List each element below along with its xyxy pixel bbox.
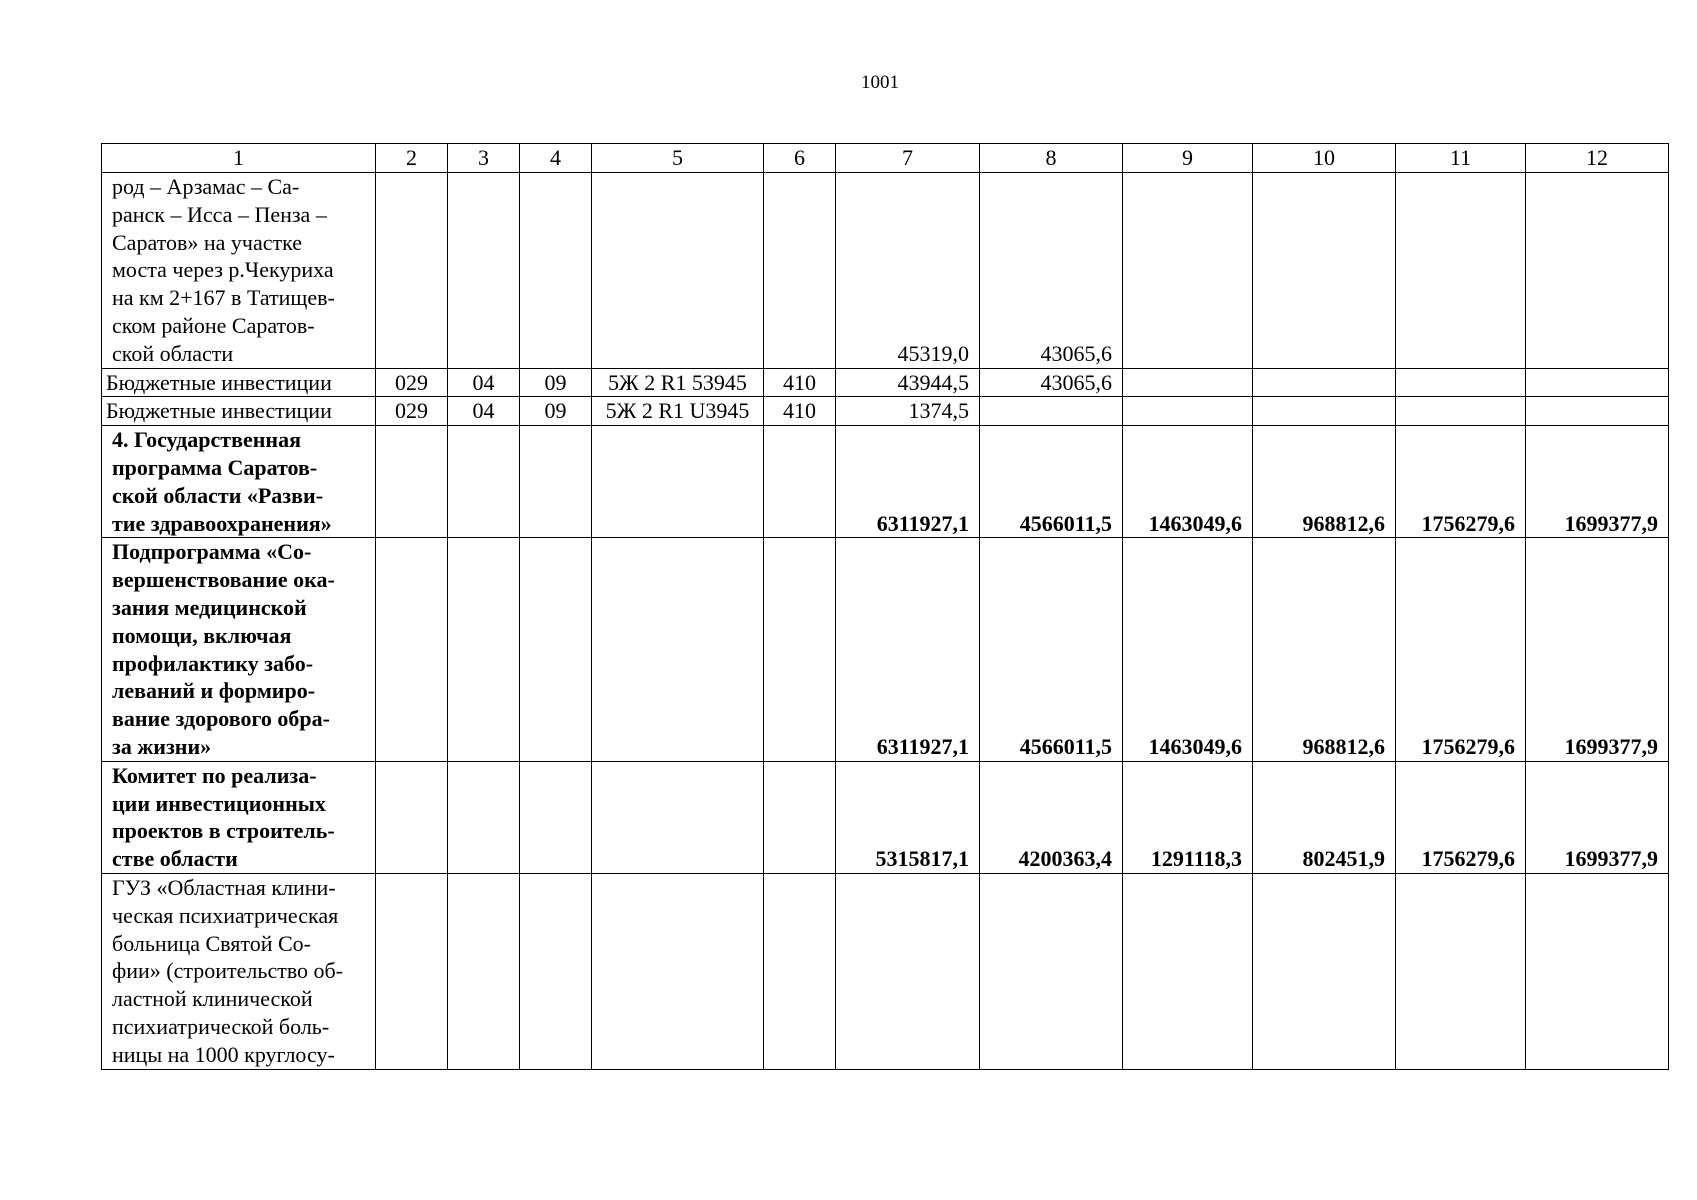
amount-col8 (980, 873, 1123, 1069)
row-name-line: проектов в строитель- (112, 818, 335, 844)
table-row (102, 173, 1669, 369)
column-header: 6 (764, 144, 836, 173)
row-name-line: тие здравоохранения» (112, 510, 332, 536)
amount-col9 (1123, 173, 1253, 369)
amount-col7: 45319,0 (836, 173, 980, 369)
target-article-cell (592, 761, 764, 873)
column-header: 7 (836, 144, 980, 173)
subsection-code-cell: 09 (520, 368, 592, 397)
subsection-code-cell (520, 873, 592, 1069)
amount-col12 (1526, 873, 1669, 1069)
table-row (102, 761, 1669, 873)
row-name-line: за жизни» (112, 733, 212, 759)
amount-col8: 43065,6 (980, 173, 1123, 369)
amount-col7: 5315817,1 (836, 761, 980, 873)
section-code-cell: 04 (448, 368, 520, 397)
expense-type-cell: 410 (764, 368, 836, 397)
amount-col9 (1123, 873, 1253, 1069)
amount-col10 (1253, 173, 1396, 369)
ministry-code-cell: 029 (376, 368, 448, 397)
subsection-code-cell (520, 173, 592, 369)
column-header: 8 (980, 144, 1123, 173)
row-name-line: ранск – Исса – Пенза – (112, 201, 327, 227)
row-name-line: фии» (строительство об- (112, 958, 344, 984)
row-name-line: ГУЗ «Областная клини- (112, 874, 336, 900)
amount-col11 (1396, 368, 1526, 397)
amount-col10 (1253, 368, 1396, 397)
section-code-cell: 04 (448, 397, 520, 426)
amount-col8: 43065,6 (980, 368, 1123, 397)
row-name-line: 4. Государственная (112, 427, 301, 453)
amount-col10: 968812,6 (1253, 426, 1396, 538)
column-header: 4 (520, 144, 592, 173)
expense-type-cell (764, 426, 836, 538)
amount-col11: 1756279,6 (1396, 426, 1526, 538)
row-name-line: на км 2+167 в Татищев- (112, 285, 335, 311)
row-name-line: Бюджетные инвестиции (106, 398, 332, 424)
table-row (102, 538, 1669, 761)
target-article-cell: 5Ж 2 R1 53945 (592, 368, 764, 397)
amount-col8: 4200363,4 (980, 761, 1123, 873)
amount-col9: 1291118,3 (1123, 761, 1253, 873)
row-name-line: ции инвестиционных (112, 790, 326, 816)
row-name-line: Саратов» на участке (112, 229, 302, 255)
section-code-cell (448, 173, 520, 369)
row-name-line: ском районе Саратов- (112, 312, 315, 338)
amount-col7: 6311927,1 (836, 538, 980, 761)
row-name-line: ластной клинической (112, 986, 313, 1012)
row-name-line: психиатрической боль- (112, 1013, 330, 1039)
ministry-code-cell: 029 (376, 397, 448, 426)
row-name-line: вание здорового обра- (112, 706, 330, 732)
subsection-code-cell: 09 (520, 397, 592, 426)
amount-col7: 43944,5 (836, 368, 980, 397)
target-article-cell (592, 426, 764, 538)
row-name-line: Подпрограмма «Со- (112, 539, 312, 565)
amount-col12: 1699377,9 (1526, 426, 1669, 538)
column-header: 5 (592, 144, 764, 173)
row-name-line: ской области (112, 340, 234, 366)
amount-col11: 1756279,6 (1396, 761, 1526, 873)
table-row (102, 873, 1669, 1069)
amount-col9: 1463049,6 (1123, 538, 1253, 761)
amount-col8: 4566011,5 (980, 538, 1123, 761)
column-header: 3 (448, 144, 520, 173)
row-name-line: профилактику забо- (112, 650, 314, 676)
amount-col12: 1699377,9 (1526, 761, 1669, 873)
amount-col7: 1374,5 (836, 397, 980, 426)
amount-col12 (1526, 173, 1669, 369)
table-row (102, 426, 1669, 538)
amount-col10: 802451,9 (1253, 761, 1396, 873)
row-name-line: ческая психиатрическая (112, 902, 339, 928)
amount-col7 (836, 873, 980, 1069)
subsection-code-cell (520, 426, 592, 538)
row-name-cell (102, 397, 376, 426)
table-row (102, 368, 1669, 397)
subsection-code-cell (520, 538, 592, 761)
row-name-cell (102, 368, 376, 397)
section-code-cell (448, 761, 520, 873)
amount-col11 (1396, 397, 1526, 426)
target-article-cell (592, 873, 764, 1069)
amount-col7: 6311927,1 (836, 426, 980, 538)
expense-type-cell (764, 173, 836, 369)
row-name-line: программа Саратов- (112, 454, 318, 480)
section-code-cell (448, 538, 520, 761)
amount-col9: 1463049,6 (1123, 426, 1253, 538)
column-header: 10 (1253, 144, 1396, 173)
expense-type-cell: 410 (764, 397, 836, 426)
amount-col9 (1123, 368, 1253, 397)
target-article-cell (592, 173, 764, 369)
row-name-line: Бюджетные инвестиции (106, 369, 332, 395)
row-name-line: стве области (112, 846, 238, 872)
table-row (102, 397, 1669, 426)
amount-col12: 1699377,9 (1526, 538, 1669, 761)
row-name-line: род – Арзамас – Са- (112, 174, 300, 199)
row-name-line: ницы на 1000 круглосу- (112, 1041, 335, 1067)
row-name-cell (102, 173, 376, 369)
row-name-line: леваний и формиро- (112, 678, 316, 704)
amount-col8 (980, 397, 1123, 426)
amount-col11 (1396, 873, 1526, 1069)
section-code-cell (448, 426, 520, 538)
row-name-line: вершенствование ока- (112, 567, 335, 593)
section-code-cell (448, 873, 520, 1069)
row-name-line: зания медицинской (112, 594, 307, 620)
column-header: 11 (1396, 144, 1526, 173)
column-header: 9 (1123, 144, 1253, 173)
amount-col11 (1396, 173, 1526, 369)
row-name-cell (102, 873, 376, 1069)
amount-col10: 968812,6 (1253, 538, 1396, 761)
expense-type-cell (764, 761, 836, 873)
row-name-line: больница Святой Со- (112, 930, 311, 956)
column-header: 2 (376, 144, 448, 173)
amount-col8: 4566011,5 (980, 426, 1123, 538)
column-header: 12 (1526, 144, 1669, 173)
amount-col10 (1253, 397, 1396, 426)
row-name-cell (102, 538, 376, 761)
amount-col10 (1253, 873, 1396, 1069)
ministry-code-cell (376, 173, 448, 369)
ministry-code-cell (376, 873, 448, 1069)
row-name-line: Комитет по реализа- (112, 762, 317, 788)
budget-table (101, 143, 1669, 1070)
row-name-cell (102, 426, 376, 538)
amount-col9 (1123, 397, 1253, 426)
target-article-cell: 5Ж 2 R1 U3945 (592, 397, 764, 426)
ministry-code-cell (376, 538, 448, 761)
row-name-cell (102, 761, 376, 873)
header-row (102, 144, 1669, 173)
subsection-code-cell (520, 761, 592, 873)
row-name-line: помощи, включая (112, 622, 292, 648)
amount-col12 (1526, 397, 1669, 426)
ministry-code-cell (376, 426, 448, 538)
column-header: 1 (102, 144, 376, 173)
amount-col11: 1756279,6 (1396, 538, 1526, 761)
target-article-cell (592, 538, 764, 761)
expense-type-cell (764, 873, 836, 1069)
expense-type-cell (764, 538, 836, 761)
amount-col12 (1526, 368, 1669, 397)
ministry-code-cell (376, 761, 448, 873)
row-name-line: ской области «Разви- (112, 482, 324, 508)
row-name-line: моста через р.Чекуриха (112, 257, 334, 283)
page-number: 1001 (861, 72, 899, 93)
